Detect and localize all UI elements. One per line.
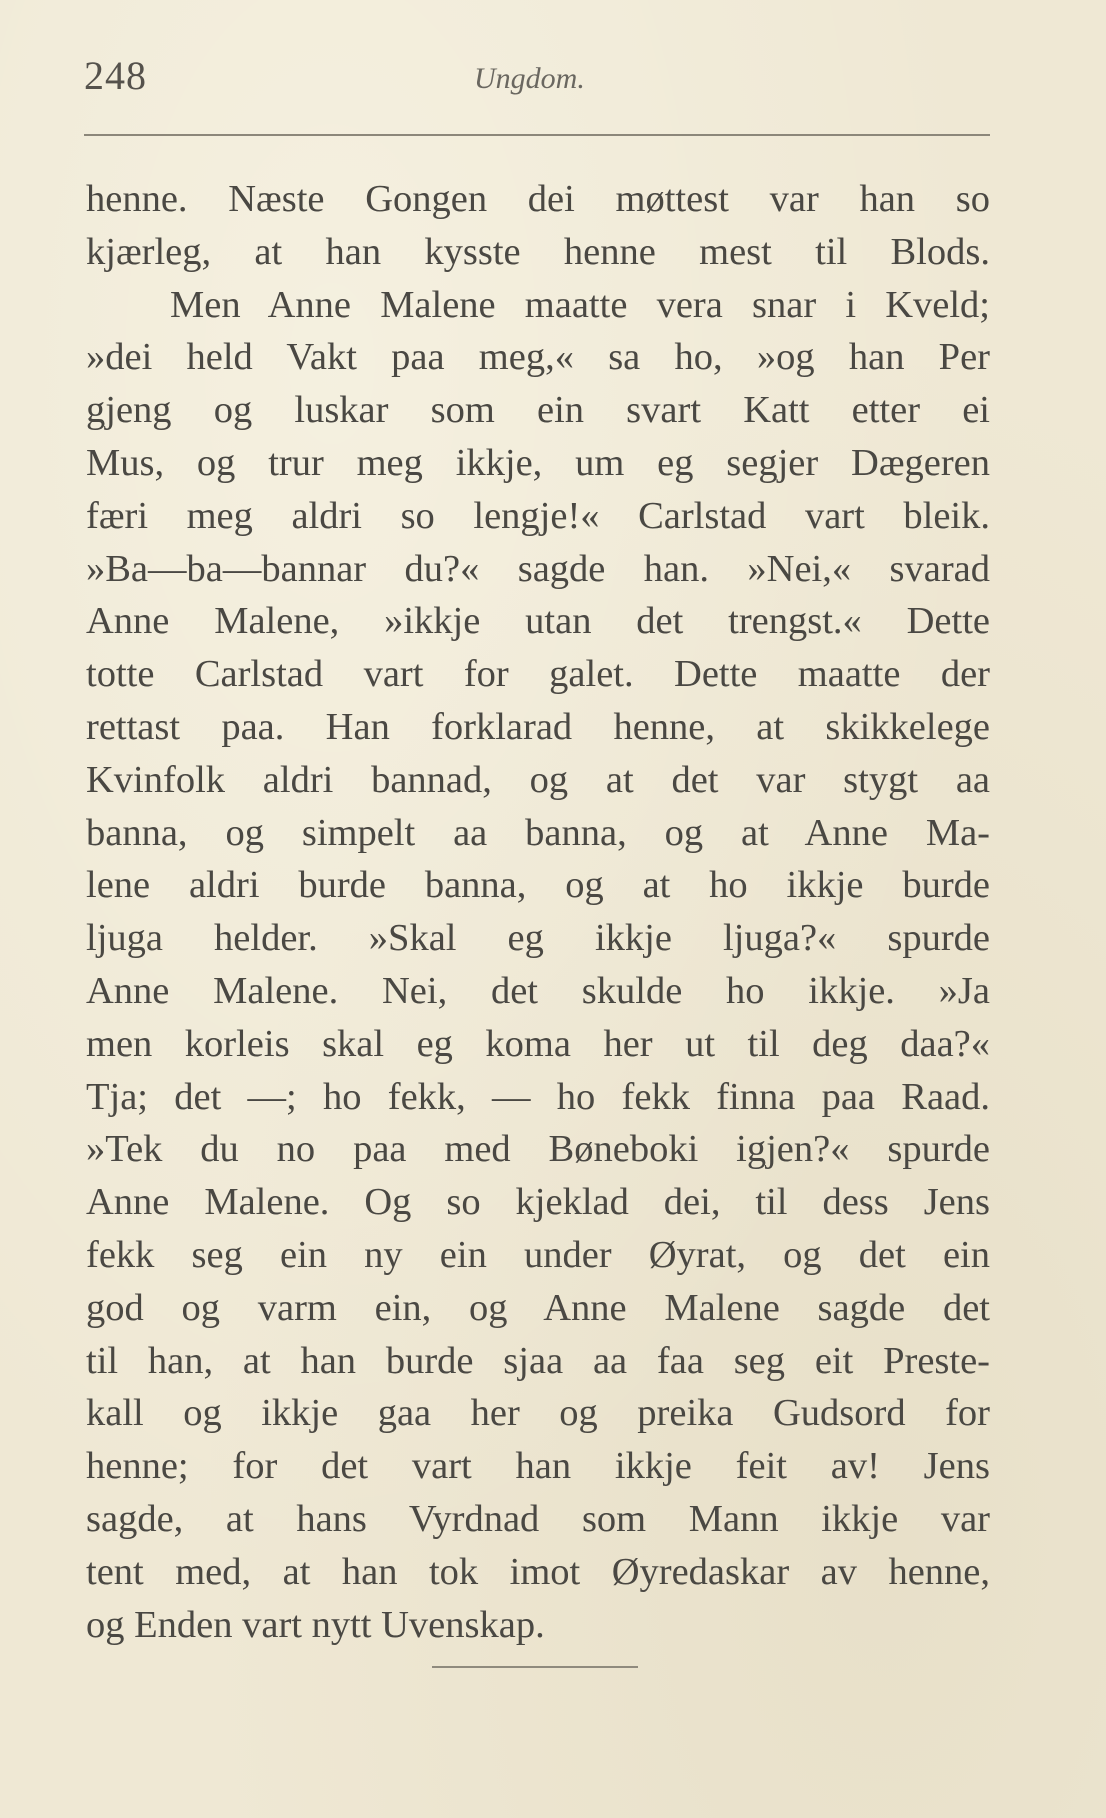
text-line: Anne Malene. Og so kjeklad dei, til dess Jens xyxy=(86,1181,990,1224)
text-line: »Ba—ba—bannar du?« sagde han. »Nei,« svarad xyxy=(86,547,990,590)
text-line: til han, at han burde sjaa aa faa seg eit Preste- xyxy=(86,1339,990,1382)
text-line: banna, og simpelt aa banna, og at Anne Ma- xyxy=(86,811,990,854)
text-line: lene aldri burde banna, og at ho ikkje burde xyxy=(86,864,990,907)
text-line: Anne Malene, »ikkje utan det trengst.« Dette xyxy=(86,600,990,643)
text-line: færi meg aldri so lengje!« Carlstad vart bleik. xyxy=(86,494,990,537)
text-line: Kvinfolk aldri bannad, og at det var stygt aa xyxy=(86,758,990,801)
header-divider xyxy=(84,134,990,136)
text-line: gjeng og luskar som ein svart Katt etter ei xyxy=(86,389,990,432)
text-line: Tja; det —; ho fekk, — ho fekk finna paa Raad. xyxy=(86,1075,990,1118)
text-line: rettast paa. Han forklarad henne, at skikkelege xyxy=(86,705,990,748)
text-line: »dei held Vakt paa meg,« sa ho, »og han Per xyxy=(86,336,990,379)
text-line: Anne Malene. Nei, det skulde ho ikkje. »Ja xyxy=(86,969,990,1012)
text-line: fekk seg ein ny ein under Øyrat, og det ein xyxy=(86,1233,990,1276)
text-line: henne; for det vart han ikkje feit av! Jens xyxy=(86,1445,990,1488)
text-line: god og varm ein, og Anne Malene sagde det xyxy=(86,1286,990,1329)
text-line: »Tek du no paa med Bøneboki igjen?« spurde xyxy=(86,1128,990,1171)
text-line: tent med, at han tok imot Øyredaskar av henne, xyxy=(86,1550,990,1593)
page-header xyxy=(84,52,990,122)
text-line: kall og ikkje gaa her og preika Gudsord for xyxy=(86,1392,990,1435)
text-line: sagde, at hans Vyrdnad som Mann ikkje var xyxy=(86,1497,990,1540)
text-line: Men Anne Malene maatte vera snar i Kveld; xyxy=(170,283,990,326)
text-line: ljuga helder. »Skal eg ikkje ljuga?« spurde xyxy=(86,917,990,960)
text-line: Mus, og trur meg ikkje, um eg segjer Dægeren xyxy=(86,441,990,484)
body-text xyxy=(86,173,990,1651)
text-line: og Enden vart nytt Uvenskap. xyxy=(86,1603,545,1646)
page-number: 248 xyxy=(84,53,147,98)
section-end-divider xyxy=(432,1666,638,1668)
text-line: kjærleg, at han kysste henne mest til Blods. xyxy=(86,230,990,273)
text-line: totte Carlstad vart for galet. Dette maatte der xyxy=(86,653,990,696)
running-title: Ungdom. xyxy=(474,62,585,95)
text-line: henne. Næste Gongen dei møttest var han so xyxy=(86,178,990,220)
text-line: men korleis skal eg koma her ut til deg daa?« xyxy=(86,1022,990,1065)
